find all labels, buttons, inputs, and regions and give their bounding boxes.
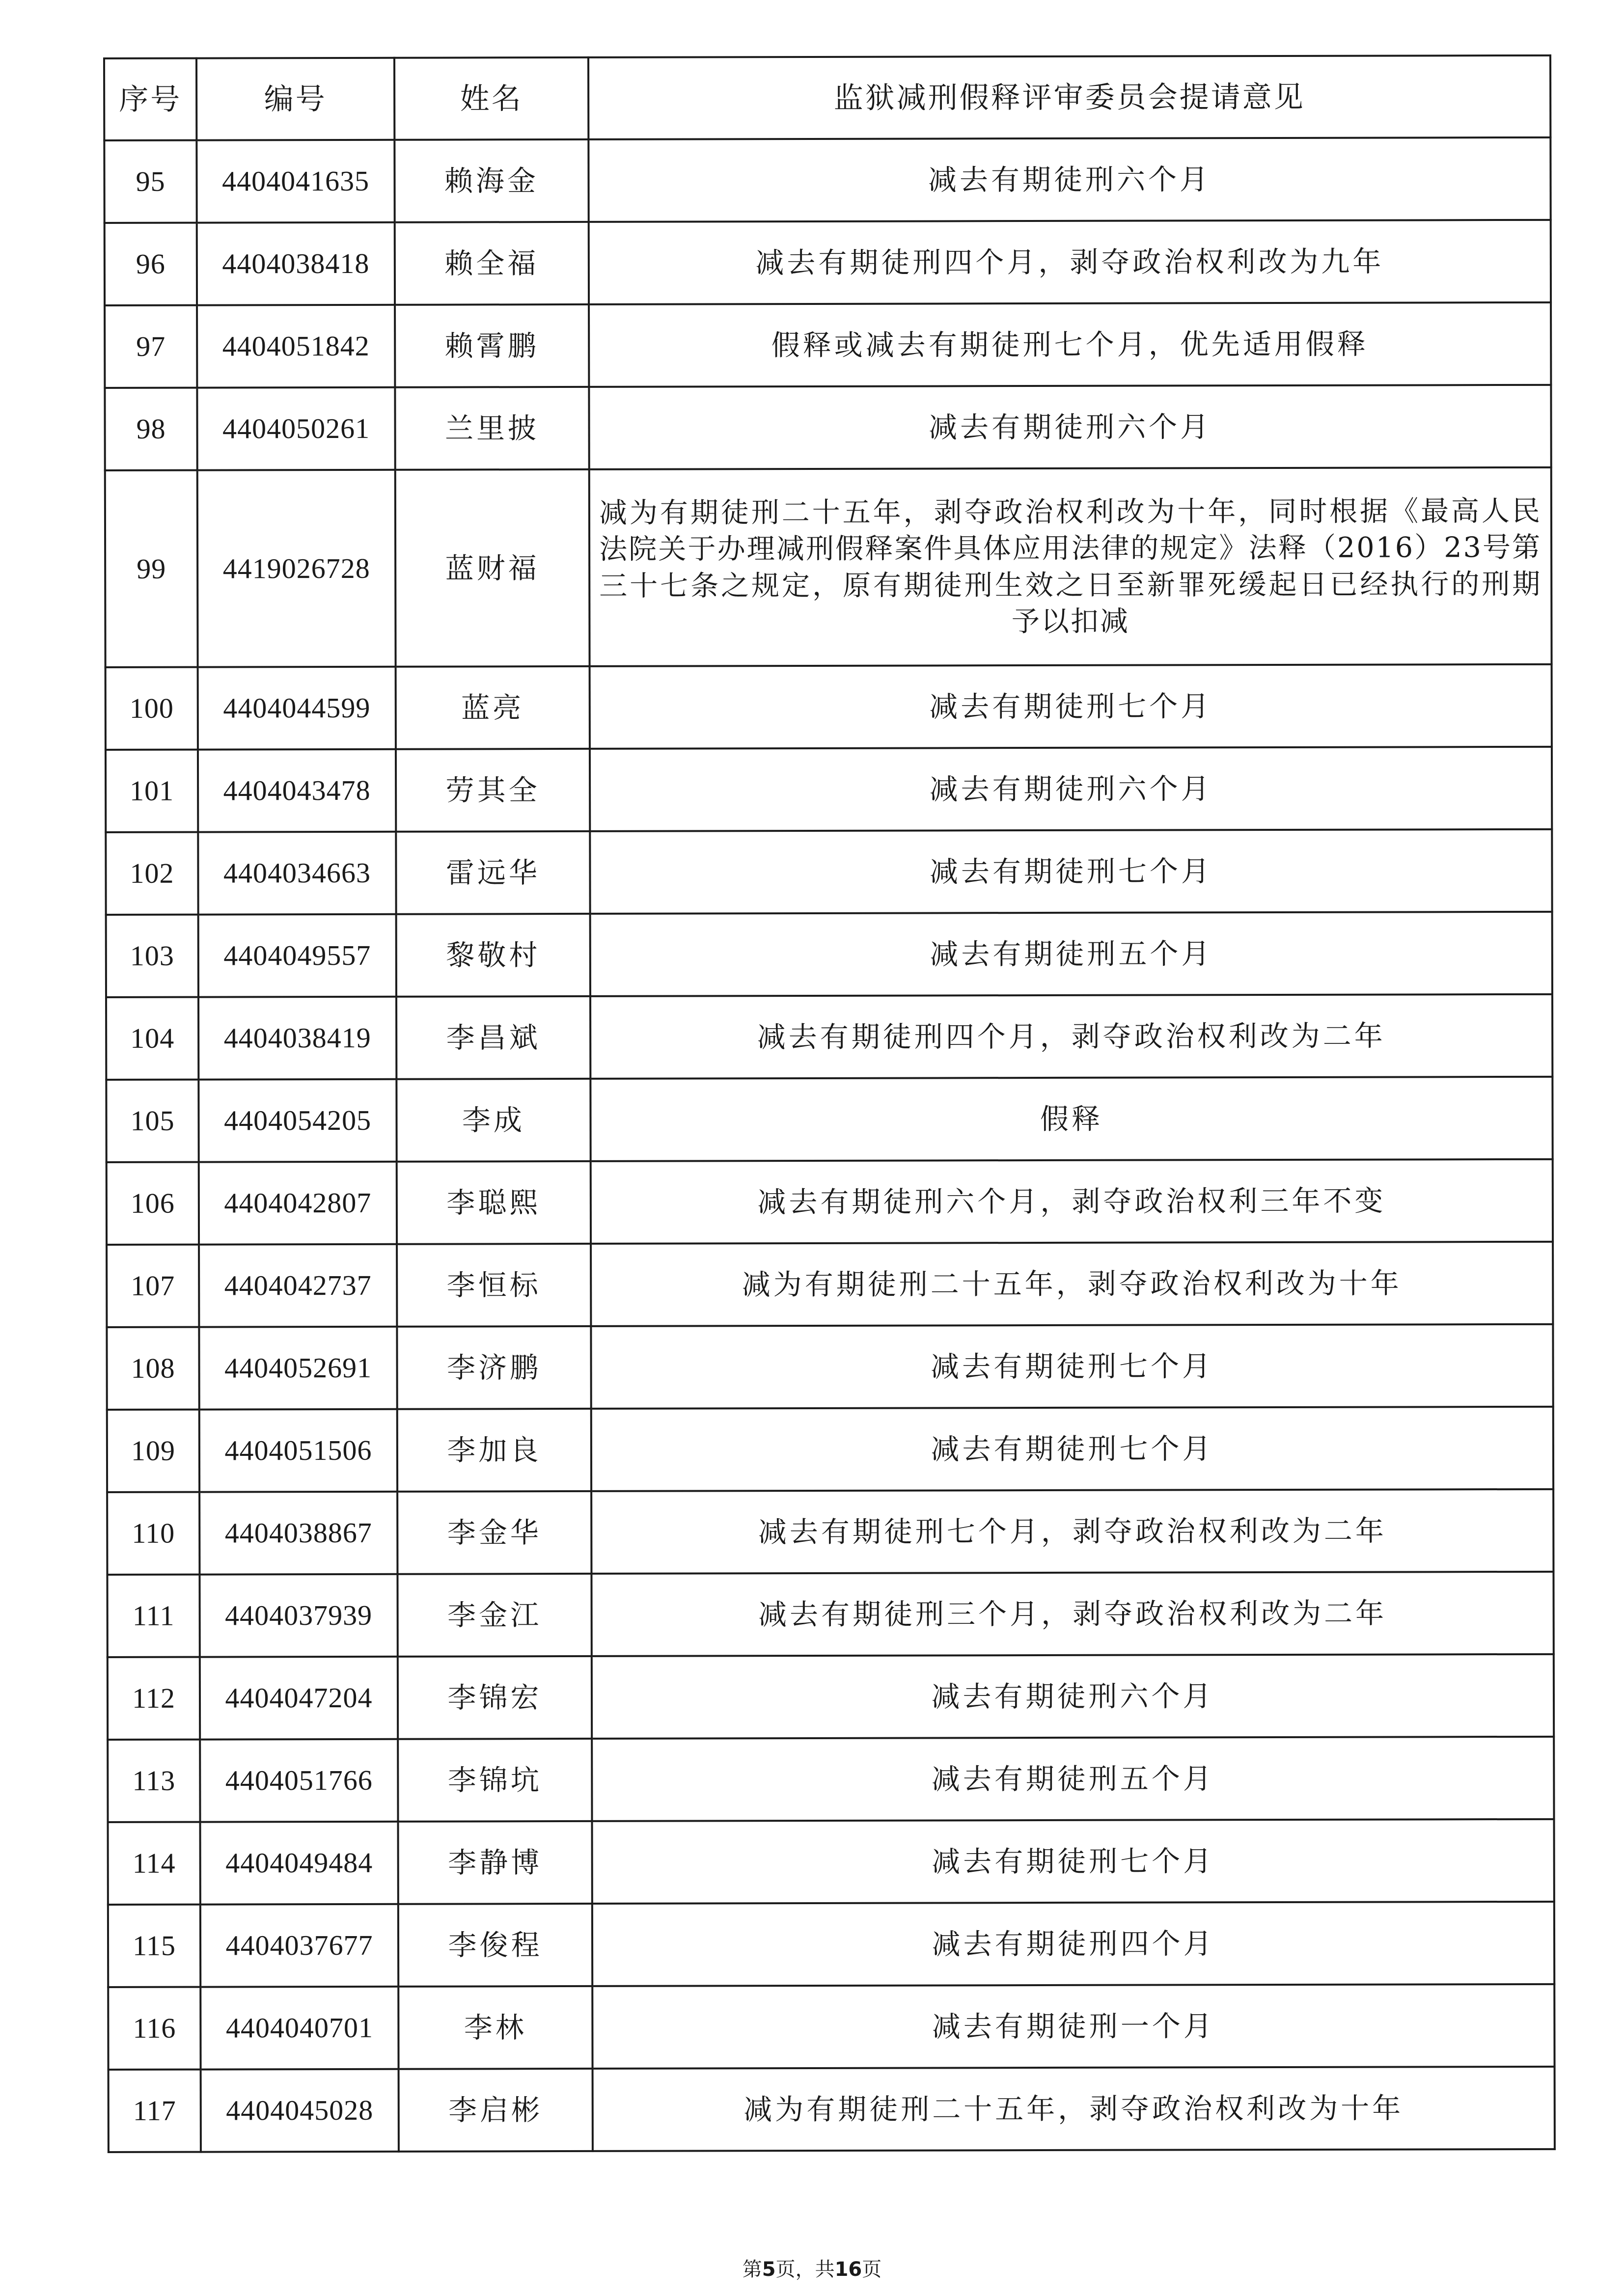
cell-opinion: 减去有期徒刑六个月 xyxy=(592,1654,1554,1739)
cell-id: 4404034663 xyxy=(198,832,396,915)
table-row xyxy=(107,1489,1553,1575)
cell-opinion: 减去有期徒刑七个月 xyxy=(590,664,1552,749)
table-row xyxy=(106,912,1552,997)
cell-seq: 117 xyxy=(109,2070,201,2152)
cell-opinion: 假释 xyxy=(590,1077,1552,1161)
table-header-row xyxy=(104,55,1550,140)
cell-opinion: 减去有期徒刑六个月，剥夺政治权利三年不变 xyxy=(591,1159,1553,1244)
table-row xyxy=(109,2067,1555,2152)
cell-seq: 106 xyxy=(107,1162,199,1245)
table-row xyxy=(107,1572,1553,1657)
cell-id: 4404052691 xyxy=(199,1327,397,1410)
cell-opinion: 减去有期徒刑五个月 xyxy=(590,912,1552,996)
cell-seq: 112 xyxy=(108,1657,200,1740)
cell-seq: 98 xyxy=(105,388,197,470)
cell-name: 李林 xyxy=(398,1986,592,2069)
cell-id: 4404049557 xyxy=(198,914,396,997)
cell-id: 4404042737 xyxy=(199,1244,397,1327)
table-row xyxy=(106,829,1552,915)
table-row xyxy=(108,1984,1554,2070)
table-row xyxy=(106,664,1552,750)
cell-id: 4404044599 xyxy=(198,667,396,750)
footer-page-number: 5 xyxy=(762,2258,776,2281)
cell-name: 李恒标 xyxy=(397,1244,591,1327)
cell-name: 李昌斌 xyxy=(396,996,590,1079)
cell-id: 4404038418 xyxy=(197,222,395,305)
cell-seq: 99 xyxy=(105,470,198,667)
cell-name: 李启彬 xyxy=(399,2069,593,2152)
table-row xyxy=(106,747,1552,832)
cell-seq: 116 xyxy=(108,1987,200,2070)
cell-opinion: 减去有期徒刑四个月 xyxy=(592,1902,1554,1986)
cell-name: 黎敬村 xyxy=(396,914,590,997)
table-row xyxy=(107,1159,1553,1245)
cell-opinion: 减为有期徒刑二十五年，剥夺政治权利改为十年 xyxy=(593,2067,1555,2151)
cell-id: 4404043478 xyxy=(198,749,396,832)
table-row xyxy=(108,1654,1554,1740)
cell-seq: 108 xyxy=(107,1327,199,1410)
cell-name: 雷远华 xyxy=(396,831,590,914)
cell-seq: 102 xyxy=(106,832,198,915)
header-id: 编号 xyxy=(196,58,394,140)
cell-name: 李济鹏 xyxy=(397,1326,591,1409)
cell-name: 赖全福 xyxy=(395,222,589,305)
cell-id: 4404050261 xyxy=(197,387,395,470)
cell-seq: 107 xyxy=(107,1245,199,1327)
cell-name: 李金华 xyxy=(397,1491,591,1574)
cell-name: 李聪熙 xyxy=(397,1161,591,1244)
cell-name: 李加良 xyxy=(397,1409,591,1492)
cell-id: 4404037939 xyxy=(199,1574,397,1657)
cell-opinion: 减去有期徒刑七个月 xyxy=(591,1407,1553,1491)
cell-opinion: 减去有期徒刑七个月 xyxy=(592,1819,1554,1904)
cell-id: 4404047204 xyxy=(200,1657,398,1740)
cell-id: 4404045028 xyxy=(201,2069,399,2152)
cell-opinion: 减去有期徒刑五个月 xyxy=(592,1737,1554,1821)
table-row xyxy=(106,1077,1552,1162)
cell-seq: 101 xyxy=(106,750,198,832)
cell-id: 4404042807 xyxy=(199,1162,397,1245)
table-row xyxy=(106,994,1552,1080)
footer-prefix: 第 xyxy=(742,2258,762,2281)
cell-seq: 114 xyxy=(108,1822,200,1905)
cell-opinion: 减去有期徒刑三个月，剥夺政治权利改为二年 xyxy=(591,1572,1553,1656)
cell-opinion: 减去有期徒刑七个月 xyxy=(591,1324,1553,1409)
cell-id: 4404041635 xyxy=(196,140,394,223)
header-opinion: 监狱减刑假释评审委员会提请意见 xyxy=(588,55,1550,139)
cell-id: 4404051766 xyxy=(200,1739,398,1822)
cell-seq: 115 xyxy=(108,1905,200,1987)
cell-name: 李锦坑 xyxy=(398,1739,592,1822)
cell-id: 4419026728 xyxy=(197,470,396,667)
table-row xyxy=(107,1324,1553,1410)
cell-id: 4404051842 xyxy=(197,305,395,388)
cell-name: 赖霄鹏 xyxy=(395,304,589,387)
cell-id: 4404038867 xyxy=(199,1492,397,1575)
table-row xyxy=(105,385,1551,470)
cell-seq: 104 xyxy=(106,997,198,1080)
cell-id: 4404049484 xyxy=(200,1822,398,1905)
cell-name: 李俊程 xyxy=(398,1904,592,1987)
cell-id: 4404037677 xyxy=(200,1904,398,1987)
table-row xyxy=(108,1902,1554,1987)
cell-name: 李静博 xyxy=(398,1821,592,1904)
cell-opinion: 减去有期徒刑七个月，剥夺政治权利改为二年 xyxy=(591,1489,1553,1574)
footer-suffix: 页 xyxy=(862,2258,882,2281)
cell-opinion: 减为有期徒刑二十五年，剥夺政治权利改为十年 xyxy=(591,1242,1553,1326)
cell-opinion: 减去有期徒刑四个月，剥夺政治权利改为九年 xyxy=(589,220,1551,304)
cell-seq: 113 xyxy=(108,1740,200,1822)
cell-seq: 100 xyxy=(106,667,198,750)
cell-seq: 110 xyxy=(107,1492,199,1575)
cell-id: 4404038419 xyxy=(198,997,396,1080)
cell-opinion: 减去有期徒刑六个月 xyxy=(588,137,1550,222)
cell-seq: 97 xyxy=(105,305,197,388)
footer-middle: 页，共 xyxy=(775,2258,835,2281)
cell-name: 李锦宏 xyxy=(398,1656,592,1739)
table-row xyxy=(107,1242,1553,1327)
cell-seq: 105 xyxy=(106,1080,198,1162)
table-row xyxy=(108,1737,1554,1822)
cell-opinion: 减去有期徒刑一个月 xyxy=(592,1984,1554,2069)
header-name: 姓名 xyxy=(394,57,588,140)
footer-total-pages: 16 xyxy=(834,2258,862,2281)
table-row xyxy=(108,1819,1554,1905)
table-row xyxy=(105,302,1551,388)
cell-id: 4404054205 xyxy=(198,1079,396,1162)
table-row xyxy=(105,467,1552,667)
cell-seq: 111 xyxy=(107,1575,199,1657)
table-row xyxy=(107,1407,1553,1492)
cell-name: 蓝财福 xyxy=(395,469,590,667)
page-number-footer xyxy=(0,2254,1624,2282)
cell-seq: 96 xyxy=(105,223,197,305)
cell-name: 兰里披 xyxy=(395,387,589,470)
cell-id: 4404051506 xyxy=(199,1409,397,1492)
cell-seq: 109 xyxy=(107,1410,199,1492)
cell-name: 蓝亮 xyxy=(396,666,590,749)
cell-opinion: 减去有期徒刑七个月 xyxy=(590,829,1552,914)
commutation-parole-table xyxy=(103,55,1556,2153)
table-row xyxy=(105,220,1551,305)
cell-id: 4404040701 xyxy=(200,1987,398,2070)
cell-name: 李成 xyxy=(396,1079,590,1162)
cell-seq: 95 xyxy=(104,140,196,223)
cell-opinion: 减去有期徒刑四个月，剥夺政治权利改为二年 xyxy=(590,994,1552,1079)
cell-opinion: 减去有期徒刑六个月 xyxy=(590,747,1552,831)
header-seq: 序号 xyxy=(104,58,196,140)
cell-name: 劳其全 xyxy=(396,749,590,832)
cell-name: 赖海金 xyxy=(394,139,588,222)
cell-opinion: 减去有期徒刑六个月 xyxy=(589,385,1551,469)
cell-opinion: 减为有期徒刑二十五年，剥夺政治权利改为十年，同时根据《最高人民法院关于办理减刑假释案件具体应用法律的规定》法释（2016）23号第三十七条之规定，原有期徒刑生效之日至新罪死缓起日已经执行的刑期予以扣减 xyxy=(589,467,1552,666)
cell-opinion: 假释或减去有期徒刑七个月，优先适用假释 xyxy=(589,302,1551,387)
table-row xyxy=(104,137,1550,223)
cell-seq: 103 xyxy=(106,915,198,997)
cell-name: 李金江 xyxy=(397,1574,591,1657)
